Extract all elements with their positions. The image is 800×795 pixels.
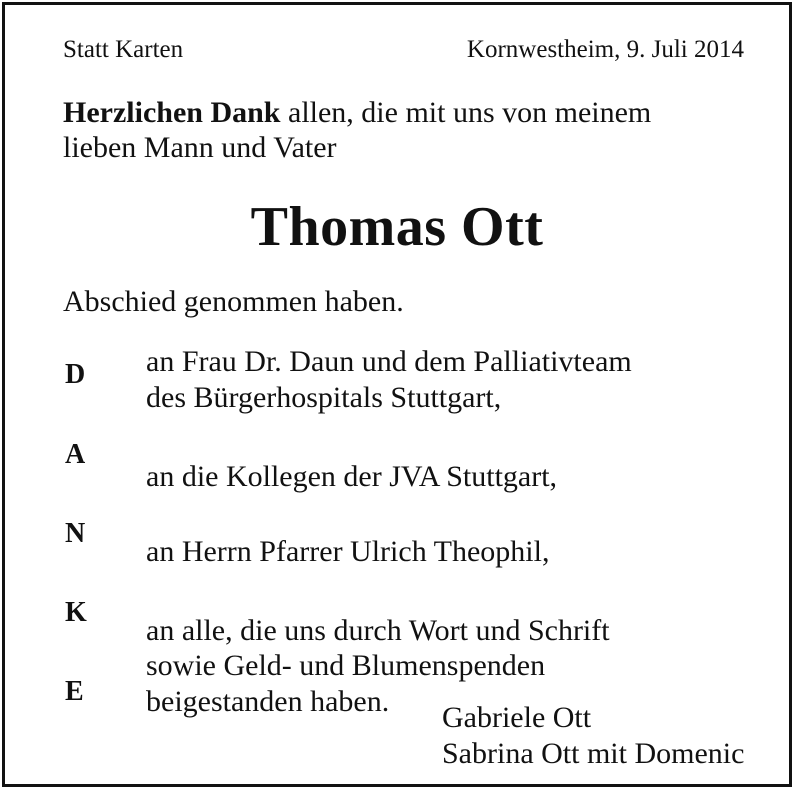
- intro-line-1: [63, 98, 651, 128]
- header-left: Statt Karten: [63, 36, 184, 63]
- intro-line-2: lieben Mann und Vater: [63, 131, 337, 164]
- thanks-entry-1-line-2: des Bürgerhospitals Stuttgart,: [146, 381, 502, 414]
- thanks-entry-1-line-1: an Frau Dr. Daun und dem Palliativteam: [146, 345, 632, 378]
- thanks-entry-4-line-2: sowie Geld- und Blumenspenden: [146, 649, 546, 682]
- thanks-entry-2: an die Kollegen der JVA Stuttgart,: [146, 460, 558, 493]
- thanks-entry-4-line-1: an alle, die uns durch Wort und Schrift: [146, 614, 610, 647]
- deceased-name: Thomas Ott: [250, 196, 544, 258]
- acrostic-letter-n: N: [65, 518, 86, 549]
- acrostic-letter-e: E: [65, 676, 84, 707]
- thanks-entry-4-line-3: beigestanden haben.: [146, 685, 390, 718]
- acrostic-letter-k: K: [65, 597, 87, 628]
- header-date: Kornwestheim, 9. Juli 2014: [466, 36, 744, 63]
- intro-bold: Herzlichen Dank: [63, 96, 281, 129]
- acrostic-letter-a: A: [65, 439, 86, 470]
- acrostic-letter-d: D: [65, 359, 86, 390]
- farewell-line: Abschied genommen haben.: [63, 285, 404, 318]
- signature-1: Gabriele Ott: [442, 701, 592, 734]
- thanks-entry-3: an Herrn Pfarrer Ulrich Theophil,: [146, 535, 550, 568]
- intro-rest: allen, die mit uns von meinem: [280, 96, 652, 129]
- obituary-card: [2, 2, 792, 787]
- signature-2: Sabrina Ott mit Domenic: [442, 737, 745, 770]
